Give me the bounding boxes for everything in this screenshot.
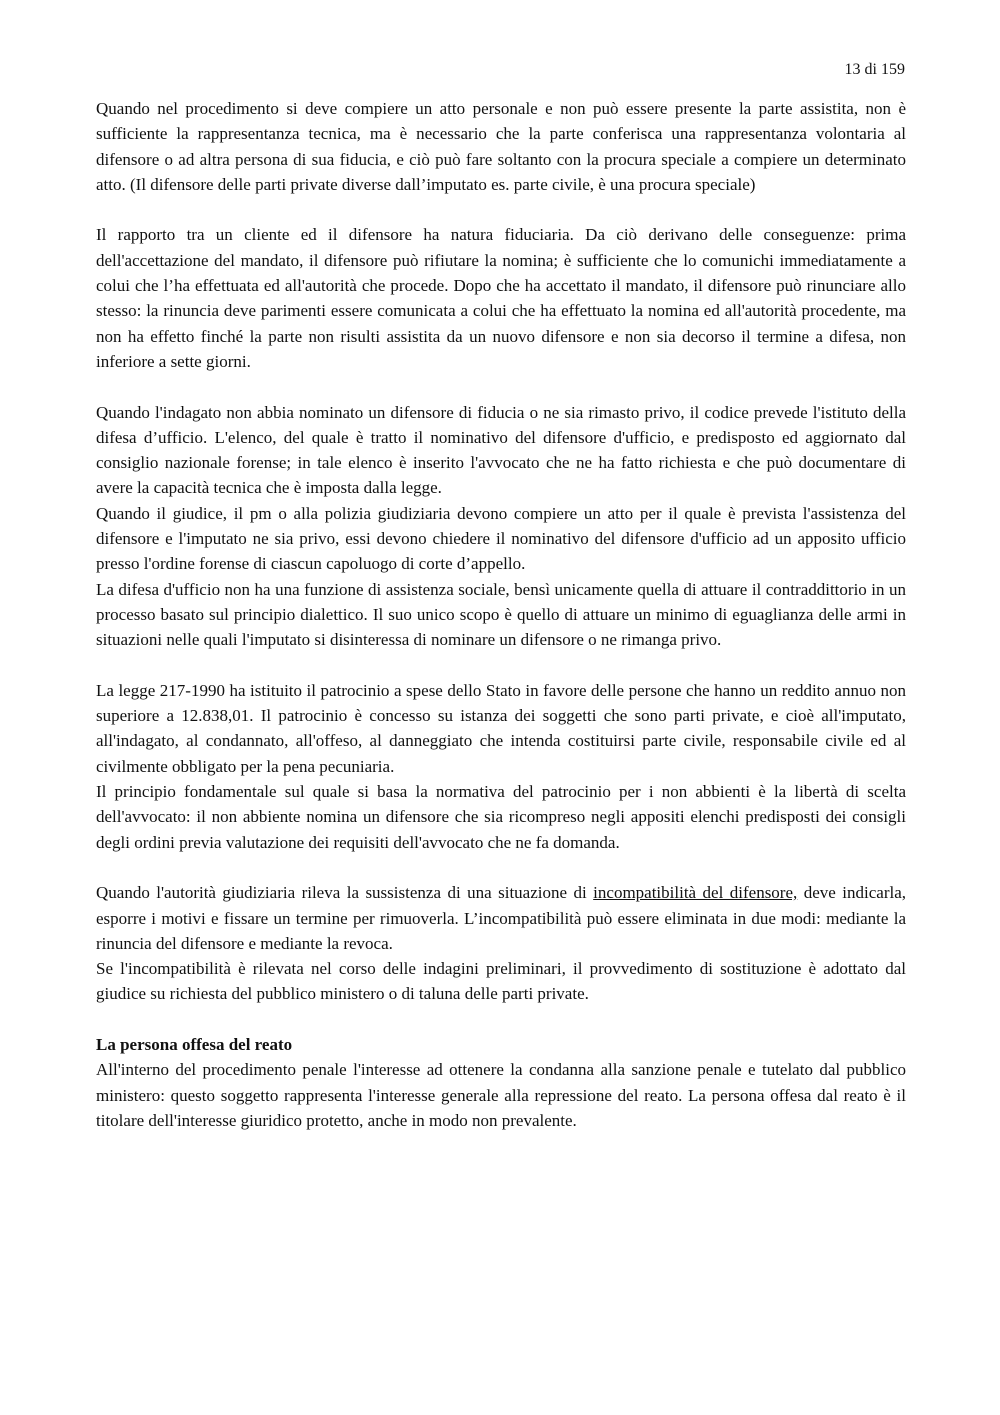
paragraph-nominativo-difensore: Quando il giudice, il pm o alla polizia giudiziaria devono compiere un atto per il quale è prevista l'assistenza del difensore e l'imputato ne sia privo, essi devono chiedere il nominativo del difensore d'ufficio ad un apposito ufficio presso l'ordine forense di ciascun capoluogo di corte d’appello. [96, 503, 906, 574]
paragraph-gap [96, 653, 906, 678]
section-heading: La persona offesa del reato [96, 1034, 293, 1054]
paragraph-persona-offesa: All'interno del procedimento penale l'interesse ad ottenere la condanna alla sanzione penale e tutelato dal pubblico ministero: questo soggetto rappresenta l'interesse generale alla repressione del reato. La persona offesa dal reato è il titolare dell'interesse giuridico protetto, anche in modo non prevalente. [96, 1060, 906, 1130]
paragraph-rapporto-fiduciario: Il rapporto tra un cliente ed il difensore ha natura fiduciaria. Da ciò derivano delle conseguenze: prima dell'accettazione del mandato, il difensore può rifiutare la nomina; è sufficiente che lo comunichi immediatamente a colui che l’ha effettuata ed all'autorità che procede. Dopo che ha accettato il mandato, il difensore può rinunciare allo stesso: la rinuncia deve parimenti essere comunicata a colui che ha effettuato la nomina ed all'autorità procedente, ma non ha effetto finché la parte non risulti assistita da un nuovo difensore e non sia decorso il termine a difesa, non inferiore a sette giorni. [96, 225, 906, 371]
page-number: 13 di 159 [844, 61, 905, 78]
paragraph-gap [96, 374, 906, 399]
paragraph-sostituzione: Se l'incompatibilità è rilevata nel corso delle indagini preliminari, il provvedimento di sostituzione è adottato dal giudice su richiesta del pubblico ministero o di taluna delle parti private. [96, 959, 906, 1004]
document-body [96, 96, 906, 1133]
paragraph-incompatibilita [96, 880, 906, 956]
paragraph-difesa-ufficio: Quando l'indagato non abbia nominato un difensore di fiducia o ne sia rimasto privo, il codice prevede l'istituto della difesa d’ufficio. L'elenco, del quale è tratto il nominativo del difensore d'ufficio, e predisposto ed aggiornato dal consiglio nazionale forense; in tale elenco è inserito l'avvocato che ne ha fatto richiesta e che può documentare di avere la capacità tecnica che è imposta dalla legge. [96, 402, 906, 498]
paragraph-gap [96, 1007, 906, 1032]
paragraph-gap [96, 197, 906, 222]
incompatibilita-continuation-text: deve indicarla, esporre i motivi e fissare un termine per rimuoverla. L’incompatibilità può essere eliminata in due modi: mediante la rinuncia del difensore e mediante la revoca. [96, 883, 906, 953]
paragraph-procura-speciale: Quando nel procedimento si deve compiere un atto personale e non può essere presente la parte assistita, non è sufficiente la rappresentanza tecnica, ma è necessario che la parte conferisca una rappresentanza volontaria al difensore o ad altra persona di sua fiducia, e ciò può fare soltanto con la procura speciale a compiere un determinato atto. (Il difensore delle parti private diverse dall’imputato es. parte civile, è una procura speciale) [96, 99, 906, 194]
paragraph-gap [96, 855, 906, 880]
incompatibilita-underlined-text: incompatibilità del difensore, [593, 883, 798, 903]
paragraph-patrocinio: La legge 217-1990 ha istituito il patrocinio a spese dello Stato in favore delle persone che hanno un reddito annuo non superiore a 12.838,01. Il patrocinio è concesso su istanza dei soggetti che sono parti private, e cioè all'imputato, all'indagato, al condannato, all'offeso, al danneggiato che intenda costituirsi parte civile, responsabile civile ed al civilmente obbligato per la pena pecuniaria. [96, 680, 906, 776]
paragraph-funzione-difesa: La difesa d'ufficio non ha una funzione di assistenza sociale, bensì unicamente quella di attuare il contraddittorio in un processo basato sul principio dialettico. Il suo unico scopo è quello di attuare un minimo di eguaglianza delle armi in situazioni nelle quali l'imputato si disinteressa di nominare un difensore o ne rimanga privo. [96, 579, 906, 650]
paragraph-liberta-scelta: Il principio fondamentale sul quale si basa la normativa del patrocinio per i non abbienti è la libertà di scelta dell'avvocato: il non abbiente nomina un difensore che sia ricompreso negli appositi elenchi predisposti dei consigli degli ordini previa valutazione dei requisiti dell'avvocato che ne fa domanda. [96, 782, 906, 852]
incompatibilita-intro-text: Quando l'autorità giudiziaria rileva la sussistenza di una situazione di [96, 883, 594, 903]
